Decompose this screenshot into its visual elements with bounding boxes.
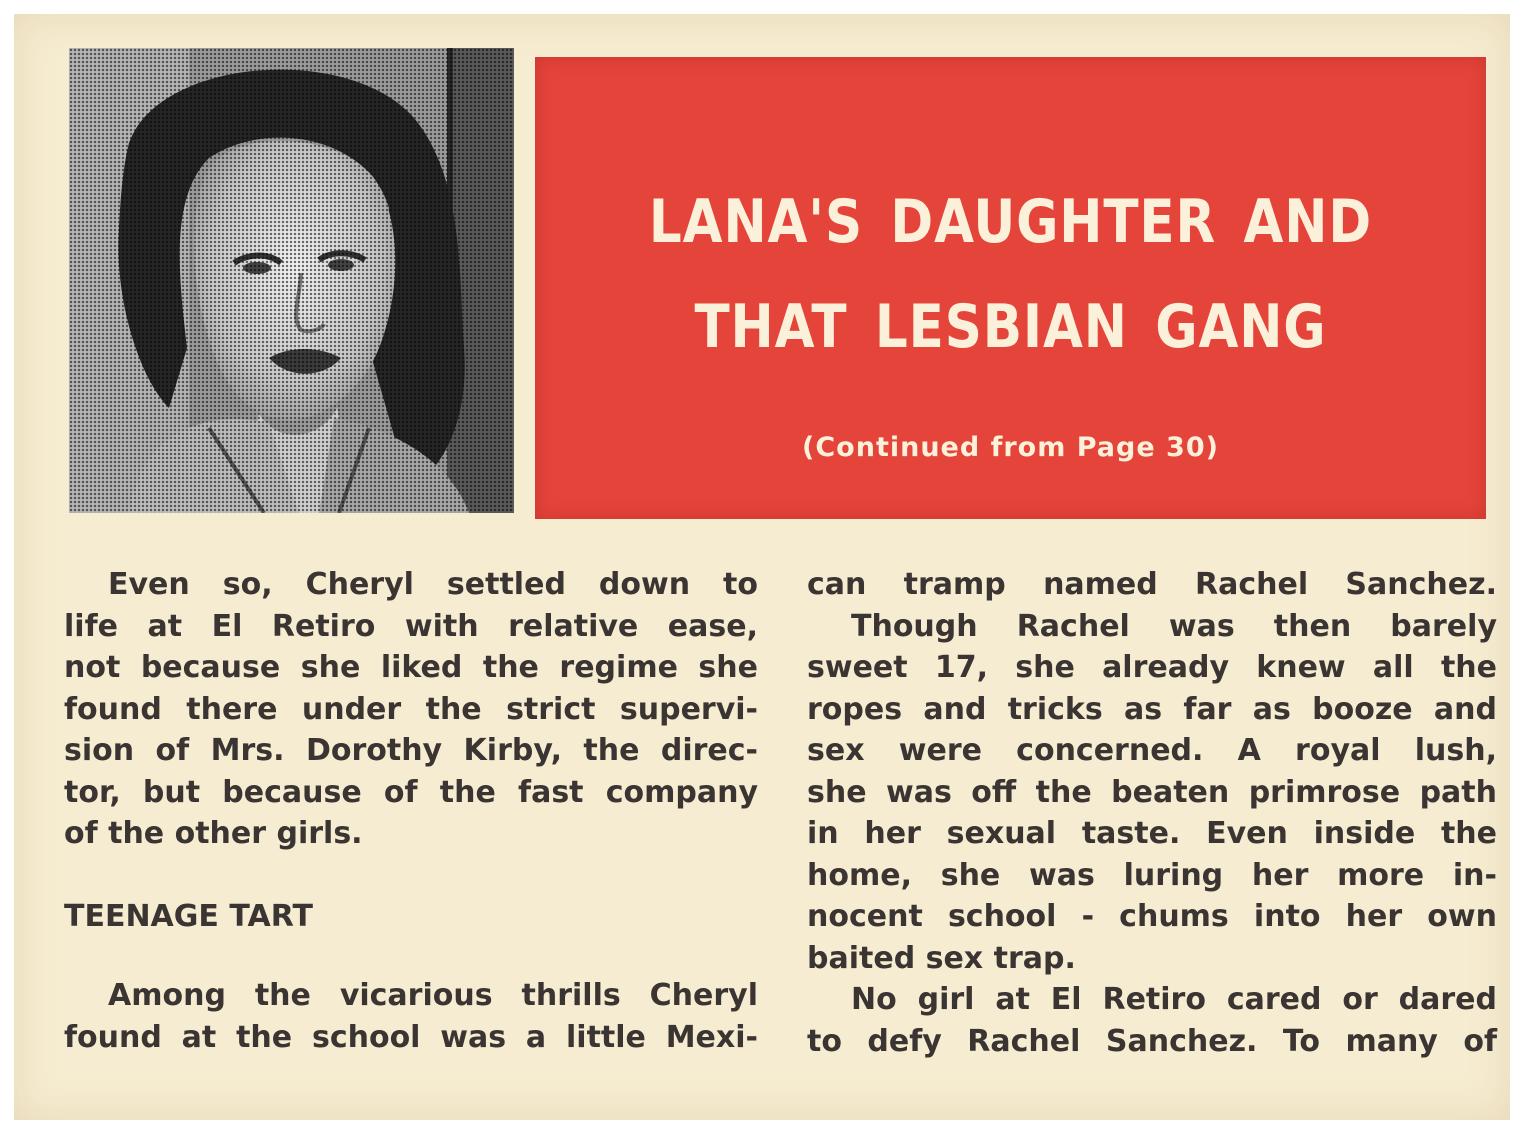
text-line: sion of Mrs. Dorothy Kirby, the direc- <box>64 733 758 768</box>
text-line: found at the school was a little Mexi- <box>64 1019 758 1055</box>
title-panel <box>535 57 1486 519</box>
text-line: not because she liked the regime she <box>64 650 758 685</box>
text-line: sex were concerned. A royal lush, <box>807 733 1497 768</box>
text-line: can tramp named Rachel Sanchez. <box>807 567 1497 602</box>
right-column <box>807 564 1497 1062</box>
portrait-illustration <box>69 48 514 513</box>
text-line: of the other girls. <box>64 816 363 851</box>
continued-note: (Continued from Page 30) <box>802 432 1219 463</box>
text-line: ropes and tricks as far as booze and <box>807 691 1497 727</box>
text-line: to defy Rachel Sanchez. To many of <box>807 1023 1497 1059</box>
portrait-photo <box>69 48 514 513</box>
text-line: baited sex trap. <box>807 940 1076 976</box>
text-line: she was off the beaten primrose path <box>807 774 1497 810</box>
magazine-page <box>14 14 1510 1120</box>
text-line: Though Rachel was then barely <box>851 608 1497 644</box>
text-line: found there under the strict supervi- <box>64 691 758 727</box>
left-column <box>64 564 758 1058</box>
text-line: No girl at El Retiro cared or dared <box>851 982 1497 1017</box>
text-line: life at El Retiro with relative ease, <box>64 608 758 644</box>
text-line: sweet 17, she already knew all the <box>807 650 1497 685</box>
text-line: tor, but because of the fast company <box>64 774 758 810</box>
section-subhead: TEENAGE TART <box>64 898 313 934</box>
text-line: in her sexual taste. Even inside the <box>807 816 1497 851</box>
article-headline <box>602 170 1420 380</box>
headline-line-2: THAT LESBIAN GANG <box>694 292 1327 362</box>
text-line: nocent school - chums into her own <box>807 899 1497 934</box>
text-line: Among the vicarious thrills Cheryl <box>108 978 758 1013</box>
text-line: Even so, Cheryl settled down to <box>108 567 758 602</box>
text-line: home, she was luring her more in- <box>807 857 1497 893</box>
headline-line-1: LANA'S DAUGHTER AND <box>648 187 1373 257</box>
